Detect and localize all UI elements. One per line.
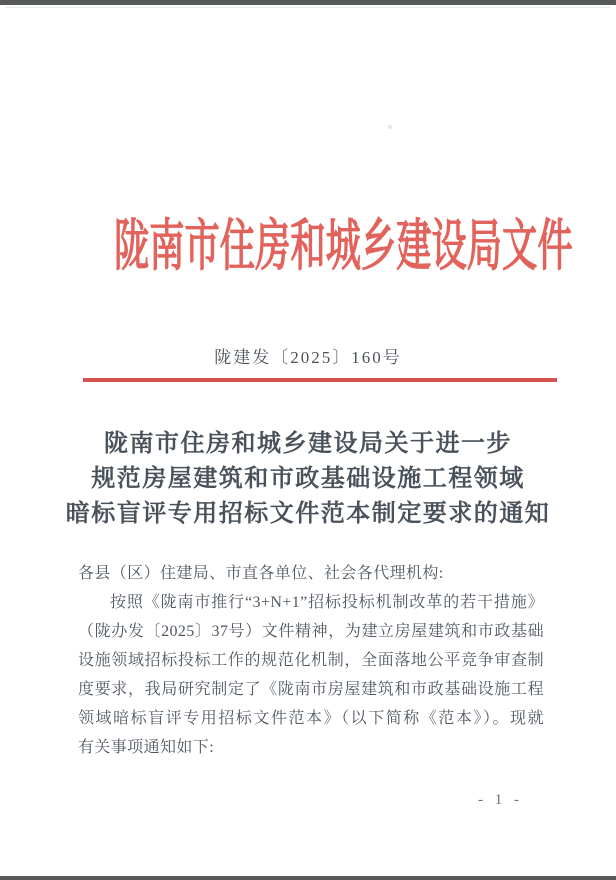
body-text-line: （陇办发〔2025〕37号）文件精神，为建立房屋建筑和市政基础 — [78, 623, 544, 640]
document-body — [78, 559, 544, 762]
body-salutation-line: 各县（区）住建局、市直各单位、社会各代理机构: — [78, 565, 444, 582]
page-number: - 1 - — [478, 792, 523, 808]
scan-artifact-line — [6, 7, 610, 8]
document-title-line-2: 规范房屋建筑和市政基础设施工程领域 — [91, 466, 525, 492]
scan-top-edge-bar — [0, 0, 616, 5]
document-title — [0, 427, 616, 532]
body-text-line: 领域暗标盲评专用招标文件范本》（以下简称《范本》）。现就 — [78, 710, 544, 727]
red-divider-rule — [83, 378, 557, 382]
body-text-line: 度要求，我局研究制定了《陇南市房屋建筑和市政基础设施工程 — [78, 681, 544, 698]
agency-header-title: 陇南市住房和城乡建设局文件 — [113, 216, 573, 278]
scan-bottom-edge-bar — [0, 876, 616, 880]
body-text-line: 有关事项通知如下: — [78, 739, 215, 756]
document-number: 陇建发〔2025〕160号 — [214, 348, 402, 367]
document-title-line-1: 陇南市住房和城乡建设局关于进一步 — [104, 431, 512, 457]
document-title-line-3: 暗标盲评专用招标文件范本制定要求的通知 — [65, 501, 551, 527]
scan-smudge-artifact — [388, 125, 392, 129]
body-text-line: 按照《陇南市推行“3+N+1”招标投标机制改革的若干措施》 — [110, 594, 544, 611]
body-text-line: 设施领域招标投标工作的规范化机制，全面落地公平竞争审查制 — [78, 652, 544, 669]
